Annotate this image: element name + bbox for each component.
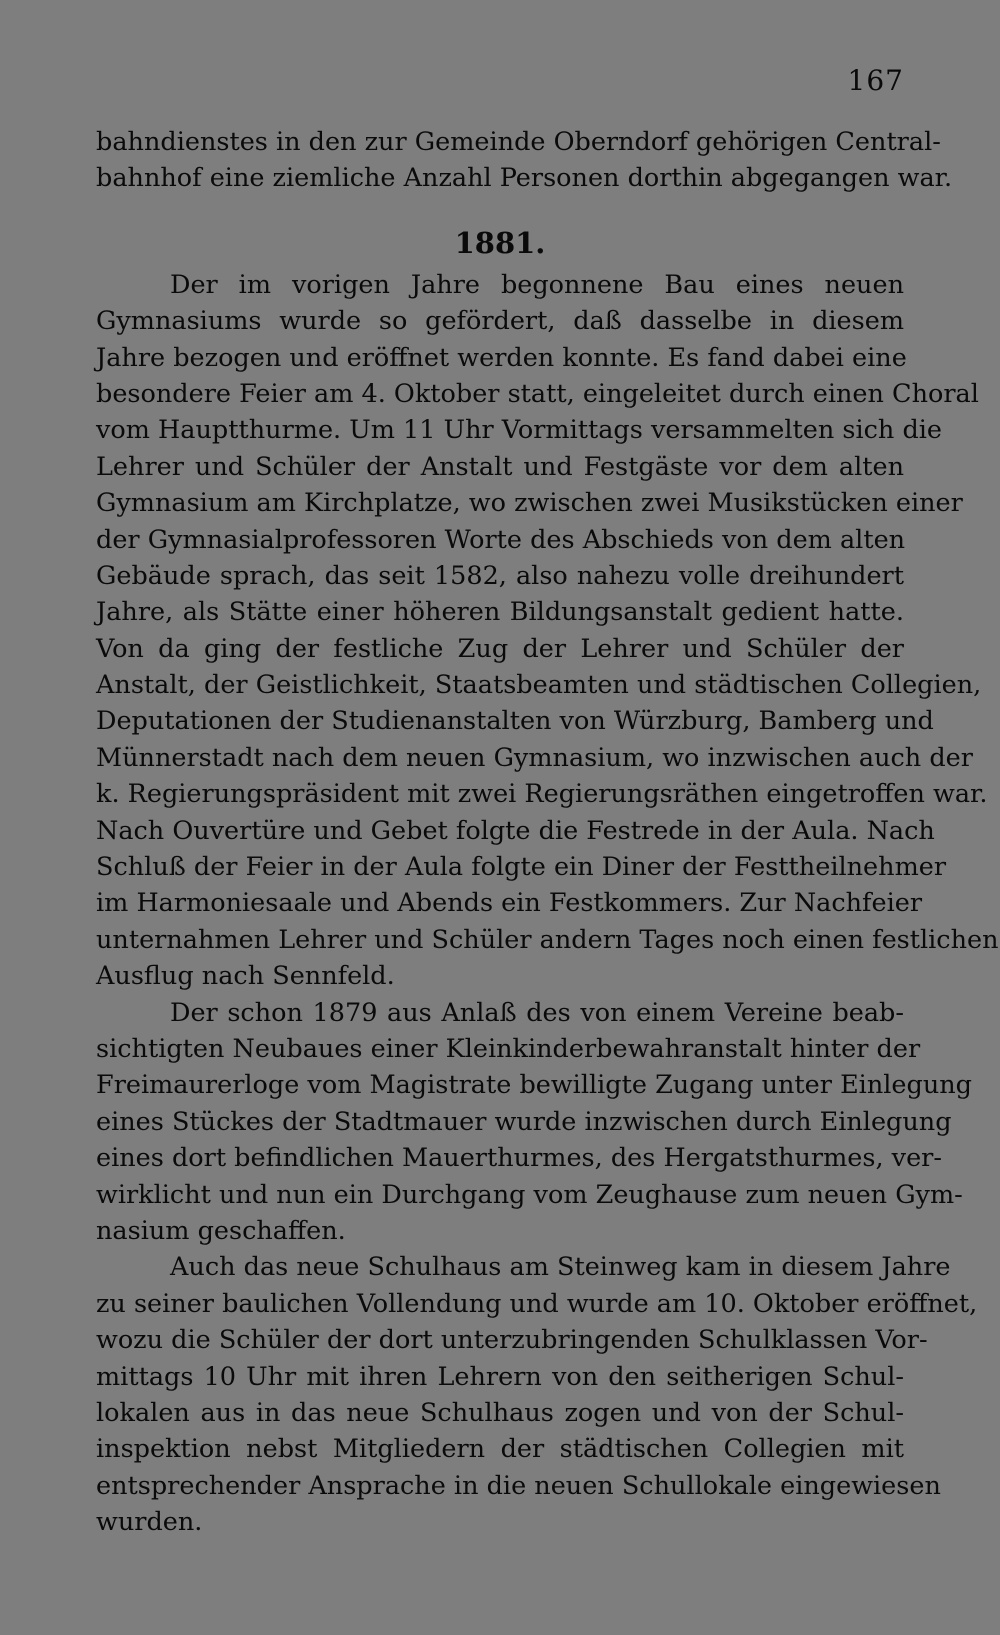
text-line: bahnhof eine ziemliche Anzahl Personen dorthin abgegangen war. (96, 163, 953, 194)
text-line: mittags 10 Uhr mit ihren Lehrern von den seitherigen Schul- (96, 1361, 904, 1392)
text-line: Münnerstadt nach dem neuen Gymnasium, wo inzwischen auch der (96, 742, 973, 773)
text-line: Der schon 1879 aus Anlaß des von einem Vereine beab- (170, 997, 904, 1028)
text-line: Gymnasium am Kirchplatze, wo zwischen zwei Musikstücken einer (96, 488, 963, 519)
text-line: zu seiner baulichen Vollendung und wurde am 10. Oktober eröffnet, (96, 1288, 978, 1319)
text-line: nasium geschaffen. (96, 1215, 346, 1246)
text-line: Auch das neue Schulhaus am Steinweg kam in diesem Jahre (170, 1252, 951, 1283)
text-line: Jahre bezogen und eröffnet werden konnte. Es fand dabei eine (96, 342, 907, 373)
text-line: Schluß der Feier in der Aula folgte ein Diner der Festtheilnehmer (96, 852, 947, 883)
text-line: Lehrer und Schüler der Anstalt und Festgäste vor dem alten (96, 451, 904, 482)
text-line: im Harmoniesaale und Abends ein Festkommers. Zur Nachfeier (96, 888, 923, 919)
page-body (96, 124, 999, 1540)
text-line: unternahmen Lehrer und Schüler andern Tages noch einen festlichen (96, 924, 999, 955)
text-line: Gebäude sprach, das seit 1582, also nahezu volle dreihundert (96, 560, 904, 591)
text-line: Freimaurerloge vom Magistrate bewilligte Zugang unter Einlegung (96, 1070, 973, 1101)
text-line: lokalen aus in das neue Schulhaus zogen und von der Schul- (96, 1397, 904, 1428)
text-line: Nach Ouvertüre und Gebet folgte die Festrede in der Aula. Nach (96, 815, 935, 846)
text-line: Deputationen der Studienanstalten von Würzburg, Bamberg und (96, 706, 934, 737)
text-line: wirklicht und nun ein Durchgang vom Zeughause zum neuen Gym- (96, 1179, 963, 1210)
text-line: sichtigten Neubaues einer Kleinkinderbewahranstalt hinter der (96, 1033, 921, 1064)
text-line: der Gymnasialprofessoren Worte des Abschieds von dem alten (96, 524, 906, 555)
text-line: k. Regierungspräsident mit zwei Regierungsräthen eingetroffen war. (96, 779, 988, 810)
text-line: Anstalt, der Geistlichkeit, Staatsbeamten und städtischen Collegien, (96, 670, 982, 701)
text-line: Der im vorigen Jahre begonnene Bau eines neuen (170, 269, 904, 300)
text-line: eines dort befindlichen Mauerthurmes, des Hergatsthurmes, ver- (96, 1143, 942, 1174)
text-line: wozu die Schüler der dort unterzubringenden Schulklassen Vor- (96, 1325, 928, 1356)
year-heading: 1881. (454, 225, 546, 260)
paragraph-passage (96, 995, 973, 1250)
text-line: Ausflug nach Sennfeld. (96, 961, 395, 992)
text-line: Von da ging der festliche Zug der Lehrer und Schüler der (96, 633, 904, 664)
text-line: wurden. (96, 1507, 203, 1538)
page-number: 167 (847, 64, 904, 97)
text-line: entsprechender Ansprache in die neuen Schullokale eingewiesen (96, 1470, 941, 1501)
text-line: vom Hauptthurme. Um 11 Uhr Vormittags versammelten sich die (96, 415, 943, 446)
text-line: inspektion nebst Mitgliedern der städtischen Collegien mit (96, 1434, 904, 1465)
text-line: Gymnasiums wurde so gefördert, daß dasselbe in diesem (96, 306, 904, 337)
text-line: besondere Feier am 4. Oktober statt, eingeleitet durch einen Choral (96, 378, 979, 409)
paragraph-schoolhouse (96, 1249, 978, 1540)
text-line: Jahre, als Stätte einer höheren Bildungsanstalt gedient hatte. (96, 597, 904, 628)
text-line: bahndienstes in den zur Gemeinde Oberndorf gehörigen Central- (96, 127, 941, 157)
text-line: eines Stückes der Stadtmauer wurde inzwischen durch Einlegung (96, 1106, 952, 1137)
paragraph-new-gymnasium (96, 267, 999, 995)
